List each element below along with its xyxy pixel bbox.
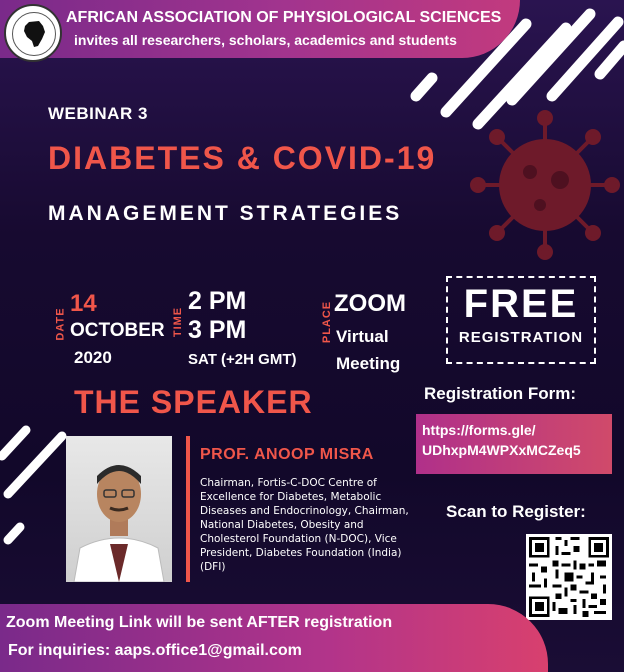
speaker-name: PROF. ANOOP MISRA bbox=[200, 446, 374, 463]
place-label: PLACE bbox=[321, 300, 334, 344]
time-label: TIME bbox=[172, 306, 185, 338]
zoom-link-notice: Zoom Meeting Link will be sent AFTER registration bbox=[6, 614, 393, 631]
registration-link-line-2[interactable]: UDhxpM4WPXxMCZeq5 bbox=[422, 442, 581, 458]
scan-to-register-label: Scan to Register: bbox=[446, 502, 586, 521]
org-name: AFRICAN ASSOCIATION OF PHYSIOLOGICAL SCIENCES bbox=[66, 9, 502, 26]
place-meeting: Meeting bbox=[336, 354, 401, 373]
registration-link[interactable] bbox=[416, 414, 612, 474]
event-subtitle: MANAGEMENT STRATEGIES bbox=[48, 202, 403, 225]
place-zoom: ZOOM bbox=[334, 290, 406, 317]
date-year: 2020 bbox=[74, 348, 112, 367]
date-label: DATE bbox=[54, 307, 67, 341]
invite-text: invites all researchers, scholars, academics and students bbox=[74, 32, 457, 48]
time-day: SAT (+2H GMT) bbox=[188, 351, 297, 368]
speaker-divider bbox=[186, 436, 190, 582]
webinar-number: WEBINAR 3 bbox=[48, 104, 148, 123]
date-day: 14 bbox=[70, 290, 97, 317]
time-start: 2 PM bbox=[188, 287, 247, 315]
speaker-bio: Chairman, Fortis-C-DOC Centre of Excellence for Diabetes, Metabolic Diseases and Endocrinology, Chairman, National Diabetes, Obesity and Cholesterol Foundation (N-DOC), Vice President, Diabetes Foundation (India) (DFI) bbox=[200, 477, 409, 573]
aaps-logo bbox=[4, 4, 62, 62]
place-virtual: Virtual bbox=[336, 327, 389, 346]
registration-form-title: Registration Form: bbox=[424, 384, 577, 403]
virus-icon bbox=[470, 110, 620, 260]
qr-code-icon[interactable] bbox=[526, 534, 612, 620]
africa-map-icon bbox=[13, 13, 55, 55]
speaker-portrait-icon bbox=[66, 436, 172, 582]
free-label: FREE bbox=[463, 282, 579, 326]
inquiries-contact: For inquiries: aaps.office1@gmail.com bbox=[8, 642, 302, 659]
speaker-photo bbox=[66, 436, 172, 582]
speaker-heading: THE SPEAKER bbox=[74, 384, 313, 420]
time-end: 3 PM bbox=[188, 316, 247, 344]
event-title: DIABETES & COVID-19 bbox=[48, 140, 437, 176]
free-registration-box bbox=[446, 276, 596, 364]
registration-link-line-1[interactable]: https://forms.gle/ bbox=[422, 422, 536, 438]
registration-label: REGISTRATION bbox=[458, 329, 584, 346]
date-month: OCTOBER bbox=[70, 320, 165, 341]
